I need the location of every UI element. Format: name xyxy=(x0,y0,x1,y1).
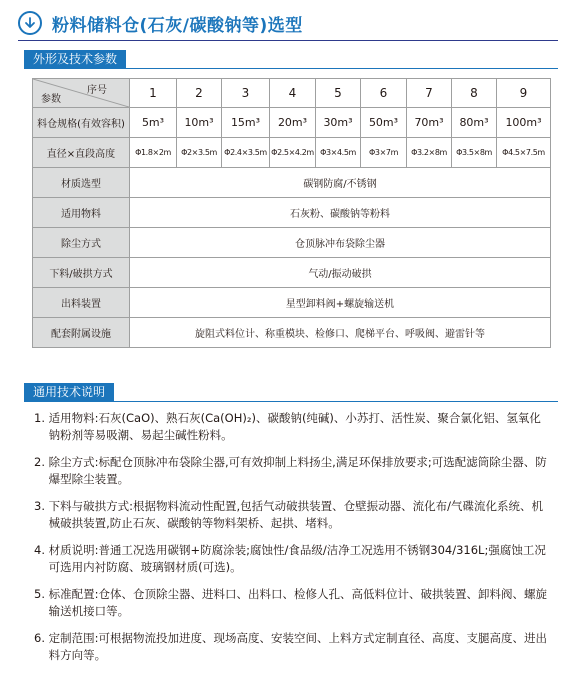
table-row-outlet xyxy=(33,288,551,318)
dimension-cell: Φ4.5×7.5m xyxy=(497,138,551,168)
capacity-cell: 50m³ xyxy=(361,108,407,138)
note-number: 1. xyxy=(34,411,49,425)
number-cell: 5 xyxy=(316,79,361,108)
chevron-down-circle-icon xyxy=(18,11,42,35)
number-cell: 2 xyxy=(177,79,222,108)
dimension-cell: Φ3.2×8m xyxy=(407,138,452,168)
corner-label-number: 序号 xyxy=(87,85,107,96)
dimension-cell: Φ1.8×2m xyxy=(130,138,177,168)
row-value-material: 碳钢防腐/不锈钢 xyxy=(130,168,551,198)
dimension-cell: Φ2×3.5m xyxy=(177,138,222,168)
list-item xyxy=(34,498,550,532)
row-value-outlet: 星型卸料阀+螺旋输送机 xyxy=(130,288,551,318)
number-cell: 9 xyxy=(497,79,551,108)
number-cell: 4 xyxy=(270,79,316,108)
note-number: 3. xyxy=(34,499,49,513)
note-text: 除尘方式:标配仓顶脉冲布袋除尘器,可有效抑制上料扬尘,满足环保排放要求;可选配滤筒除尘器、防爆型除尘装置。 xyxy=(48,455,547,486)
dimension-cell: Φ3.5×8m xyxy=(452,138,497,168)
page-header xyxy=(18,8,303,38)
note-number: 6. xyxy=(34,631,49,645)
note-number: 5. xyxy=(34,587,49,601)
note-text: 定制范围:可根据物流投加进度、现场高度、安装空间、上料方式定制直径、高度、支腿高度、进出料方向等。 xyxy=(48,631,548,662)
corner-cell xyxy=(33,79,130,108)
section-tag-specs: 外形及技术参数 xyxy=(24,50,126,69)
capacity-cell: 5m³ xyxy=(130,108,177,138)
table-row-numbers xyxy=(33,79,551,108)
table-row-material xyxy=(33,168,551,198)
note-text: 适用物料:石灰(CaO)、熟石灰(Ca(OH)₂)、碳酸钠(纯碱)、小苏打、活性炭、聚合氯化铝、氢氧化钠粉剂等易吸潮、易起尘碱性粉料。 xyxy=(48,411,541,442)
row-value-applicable: 石灰粉、碳酸钠等粉料 xyxy=(130,198,551,228)
row-value-discharge: 气动/振动破拱 xyxy=(130,258,551,288)
list-item xyxy=(34,410,550,444)
number-cell: 3 xyxy=(222,79,270,108)
capacity-cell: 10m³ xyxy=(177,108,222,138)
dimension-cell: Φ2.5×4.2m xyxy=(270,138,316,168)
row-label-discharge: 下料/破拱方式 xyxy=(33,258,130,288)
number-cell: 1 xyxy=(130,79,177,108)
capacity-cell: 70m³ xyxy=(407,108,452,138)
note-text: 材质说明:普通工况选用碳钢+防腐涂装;腐蚀性/食品级/洁净工况选用不锈钢304/316L;强腐蚀工况可选用内衬防腐、玻璃钢材质(可选)。 xyxy=(48,543,546,574)
table-row-dimensions xyxy=(33,138,551,168)
dimension-cell: Φ3×4.5m xyxy=(316,138,361,168)
number-cell: 7 xyxy=(407,79,452,108)
note-text: 标准配置:仓体、仓顶除尘器、进料口、出料口、检修人孔、高低料位计、破拱装置、卸料阀、螺旋输送机接口等。 xyxy=(48,587,548,618)
section-divider-notes xyxy=(24,401,558,402)
title-divider xyxy=(18,40,558,41)
row-label-material: 材质选型 xyxy=(33,168,130,198)
table-row-dust xyxy=(33,228,551,258)
list-item xyxy=(34,454,550,488)
number-cell: 6 xyxy=(361,79,407,108)
spec-table xyxy=(32,78,551,348)
dimension-cell: Φ2.4×3.5m xyxy=(222,138,270,168)
row-value-dust: 仓顶脉冲布袋除尘器 xyxy=(130,228,551,258)
row-label-dimensions: 直径×直段高度 xyxy=(33,138,130,168)
capacity-cell: 80m³ xyxy=(452,108,497,138)
capacity-cell: 20m³ xyxy=(270,108,316,138)
section-tag-notes: 通用技术说明 xyxy=(24,383,114,402)
capacity-cell: 15m³ xyxy=(222,108,270,138)
table-row-accessories xyxy=(33,318,551,348)
capacity-cell: 30m³ xyxy=(316,108,361,138)
section-divider-specs xyxy=(24,68,558,69)
row-label-outlet: 出料装置 xyxy=(33,288,130,318)
list-item xyxy=(34,542,550,576)
list-item xyxy=(34,586,550,620)
table-row-capacity xyxy=(33,108,551,138)
row-label-dust: 除尘方式 xyxy=(33,228,130,258)
number-cell: 8 xyxy=(452,79,497,108)
capacity-cell: 100m³ xyxy=(497,108,551,138)
table-row-discharge xyxy=(33,258,551,288)
table-row-applicable xyxy=(33,198,551,228)
chevron-down-glyph xyxy=(24,17,36,29)
row-value-accessories: 旋阻式料位计、称重模块、检修口、爬梯平台、呼吸阀、避雷针等 xyxy=(130,318,551,348)
notes-list xyxy=(34,410,550,674)
note-text: 下料与破拱方式:根据物料流动性配置,包括气动破拱装置、仓壁振动器、流化布/气碟流化系统、机械破拱装置,防止石灰、碳酸钠等物料架桥、起拱、堵料。 xyxy=(48,499,544,530)
dimension-cell: Φ3×7m xyxy=(361,138,407,168)
corner-label-param: 参数 xyxy=(41,94,61,105)
row-label-capacity: 料仓规格(有效容积) xyxy=(33,108,130,138)
page-title: 粉料储料仓(石灰/碳酸钠等)选型 xyxy=(52,15,303,36)
row-label-accessories: 配套附属设施 xyxy=(33,318,130,348)
row-label-applicable: 适用物料 xyxy=(33,198,130,228)
list-item xyxy=(34,630,550,664)
note-number: 2. xyxy=(34,455,49,469)
note-number: 4. xyxy=(34,543,49,557)
